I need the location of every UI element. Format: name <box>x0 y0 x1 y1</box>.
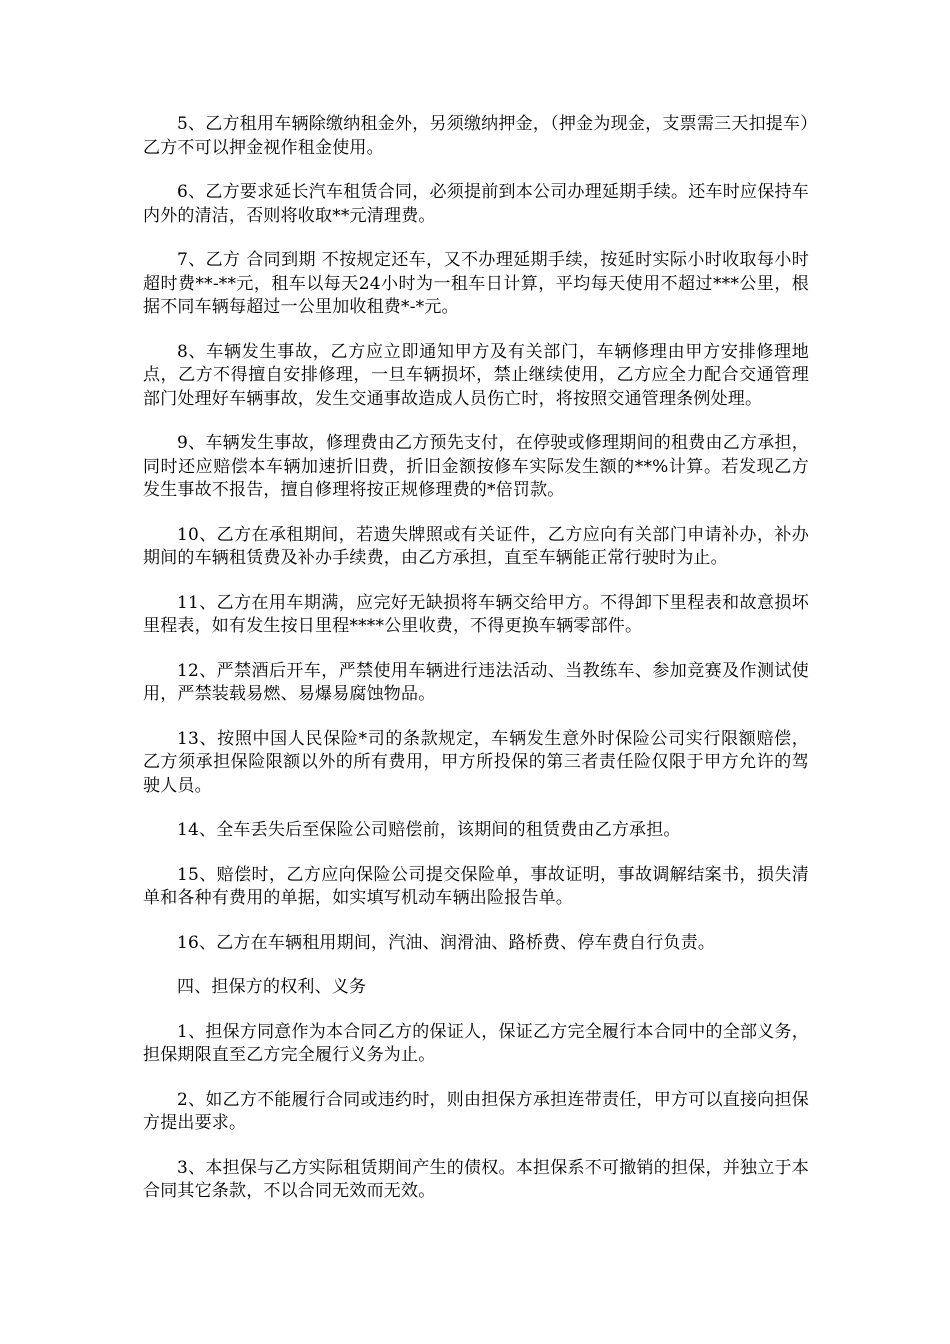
clause-5-deposit: 5、乙方租用车辆除缴纳租金外，另须缴纳押金，（押金为现金，支票需三天扣提车）乙方不可以押金视作租金使用。 <box>143 114 809 158</box>
clause-15-compensation: 15、赔偿时，乙方应向保险公司提交保险单，事故证明，事故调解结案书，损失清单和各种有费用的单据，如实填写机动车辆出险报告单。 <box>143 864 809 908</box>
clause-12-prohibitions: 12、严禁酒后开车，严禁使用车辆进行违法活动、当教练车、参加竞赛及作测试使用，严禁装载易燃、易爆易腐蚀物品。 <box>143 660 809 704</box>
document-page <box>143 113 809 1225</box>
clause-9-repair-cost: 9、车辆发生事故，修理费由乙方预先支付，在停驶或修理期间的租费由乙方承担，同时还应赔偿本车辆加速折旧费，折旧金额按修车实际发生额的**%计算。若发现乙方发生事故不报告，擅自修理将按正规修理费的*倍罚款。 <box>143 433 809 500</box>
clause-16-fuel-fees: 16、乙方在车辆租用期间，汽油、润滑油、路桥费、停车费自行负责。 <box>177 932 716 953</box>
clause-8-accident: 8、车辆发生事故，乙方应立即通知甲方及有关部门，车辆修理由甲方安排修理地点，乙方不得擅自安排修理，一旦车辆损坏，禁止继续使用，乙方应全力配合交通管理部门处理好车辆事故，发生交通事故造成人员伤亡时，将按照交通管理条例处理。 <box>143 341 809 409</box>
guarantor-clause-2: 2、如乙方不能履行合同或违约时，则由担保方承担连带责任，甲方可以直接向担保方提出要求。 <box>143 1089 809 1133</box>
clause-6-extension: 6、乙方要求延长汽车租赁合同，必须提前到本公司办理延期手续。还车时应保持车内外的清洁，否则将收取**元清理费。 <box>143 182 809 226</box>
clause-14-vehicle-loss: 14、全车丢失后至保险公司赔偿前，该期间的租赁费由乙方承担。 <box>177 820 681 840</box>
clause-11-odometer: 11、乙方在用车期满，应完好无缺损将车辆交给甲方。不得卸下里程表和故意损坏里程表，如有发生按日里程****公里收费，不得更换车辆零部件。 <box>143 592 809 636</box>
clause-7-overdue: 7、乙方 合同到期 不按规定还车，又不办理延期手续，按延时实际小时收取每小时超时费**-**元，租车以每天24小时为一租车日计算，平均每天使用不超过***公里，根据不同车辆每超过一公里加收租费*-*元。 <box>143 250 809 317</box>
section-heading-guarantor: 四、担保方的权利、义务 <box>177 977 367 997</box>
clause-10-lost-license: 10、乙方在承租期间，若遗失牌照或有关证件，乙方应向有关部门申请补办，补办期间的车辆租赁费及补办手续费，由乙方承担，直至车辆能正常行驶时为止。 <box>143 524 809 568</box>
guarantor-clause-3: 3、本担保与乙方实际租赁期间产生的债权。本担保系不可撤销的担保，并独立于本合同其它条款，不以合同无效而无效。 <box>143 1157 809 1201</box>
clause-13-insurance: 13、按照中国人民保险*司的条款规定，车辆发生意外时保险公司实行限额赔偿，乙方须承担保险限额以外的所有费用，甲方所投保的第三者责任险仅限于甲方允许的驾驶人员。 <box>143 728 809 796</box>
guarantor-clause-1: 1、担保方同意作为本合同乙方的保证人，保证乙方完全履行本合同中的全部义务，担保期限直至乙方完全履行义务为止。 <box>143 1021 809 1065</box>
